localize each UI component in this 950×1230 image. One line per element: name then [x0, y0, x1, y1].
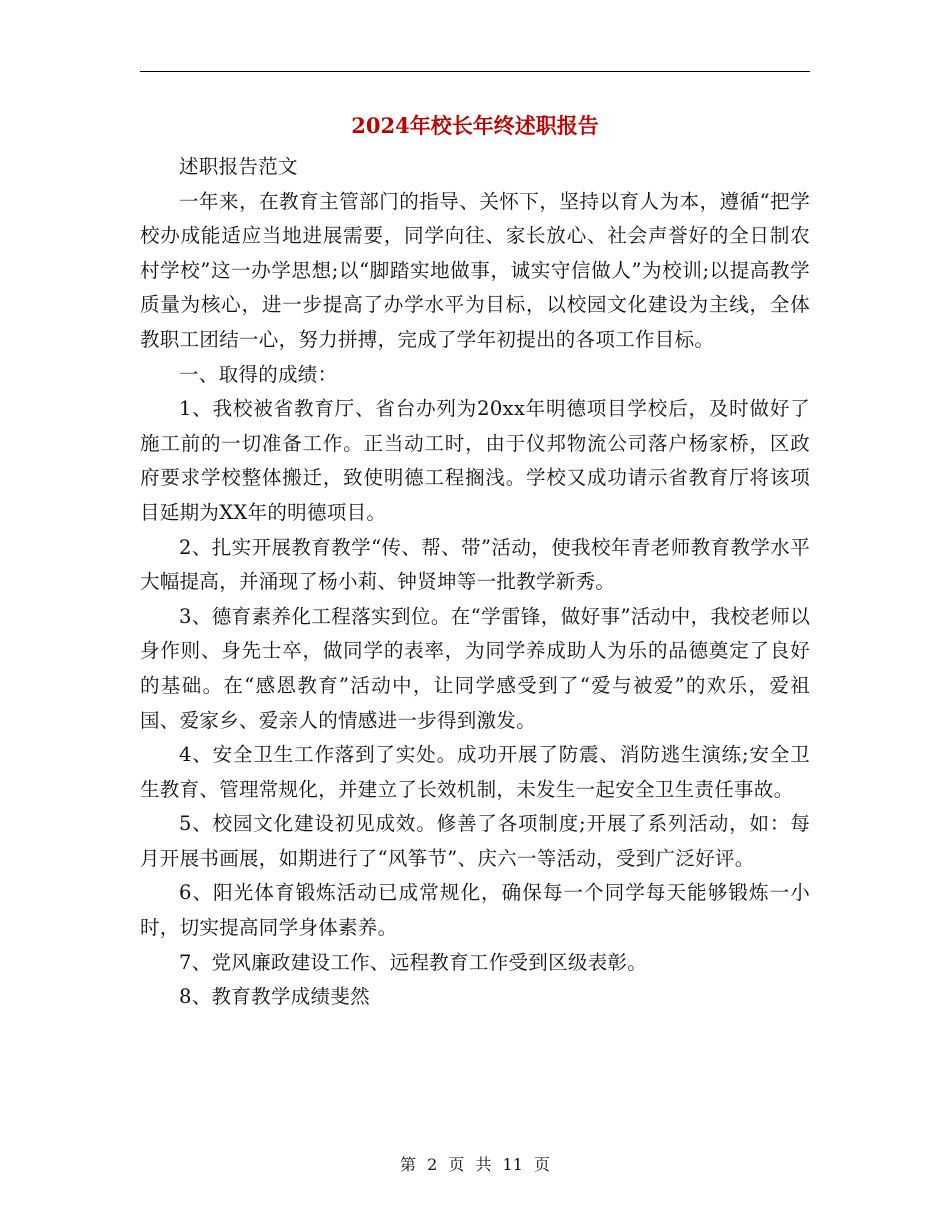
- subtitle-paragraph: 述职报告范文: [179, 155, 298, 178]
- achievement-item-3: 3、德育素养化工程落实到位。在“学雷锋，做好事”活动中，我校老师以身作则、身先士卒，做同学的表率，为同学养成助人为乐的品德奠定了良好的基础。在“感恩教育”活动中，让同学感受到了“爱与被爱”的欢乐，爱祖国、爱家乡、爱亲人的情感进一步得到激发。: [140, 604, 810, 732]
- page-footer: [0, 1153, 950, 1177]
- header-rule: [140, 71, 810, 72]
- achievement-item-5: 5、校园文化建设初见成效。修善了各项制度;开展了系列活动，如：每月开展书画展，如期进行了“风筝节”、庆六一等活动，受到广泛好评。: [140, 812, 810, 870]
- achievement-item-2: 2、扎实开展教育教学“传、帮、带”活动，使我校年青老师教育教学水平大幅提高，并涌现了杨小莉、钟贤坤等一批教学新秀。: [140, 535, 810, 594]
- section-heading: 一、取得的成绩：: [179, 362, 338, 386]
- achievement-item-1: 1、我校被省教育厅、省台办列为20xx年明德项目学校后，及时做好了施工前的一切准备工作。正当动工时，由于仪邦物流公司落户杨家桥，区政府要求学校整体搬迁，致使明德工程搁浅。学校又成功请示省教育厅将该项目延期为XX年的明德项目。: [140, 397, 810, 524]
- achievement-item-8: 8、教育教学成绩斐然: [179, 985, 370, 1009]
- achievement-item-6: 6、阳光体育锻炼活动已成常规化，确保每一个同学每天能够锻炼一小时，切实提高同学身体素养。: [140, 881, 810, 940]
- intro-paragraph: 一年来，在教育主管部门的指导、关怀下，坚持以育人为本，遵循“把学校办成能适应当地进展需要，同学向往、家长放心、社会声誉好的全日制农村学校”这一办学思想;以“脚踏实地做事，诚实守信做人”为校训;以提高教学质量为核心，进一步提高了办学水平为目标，以校园文化建设为主线，全体教职工团结一心，努力拼搏，完成了学年初提出的各项工作目标。: [140, 189, 810, 351]
- document-body: [140, 150, 810, 1015]
- achievement-item-4: 4、安全卫生工作落到了实处。成功开展了防震、消防逃生演练;安全卫生教育、管理常规化，并建立了长效机制，未发生一起安全卫生责任事故。: [140, 743, 810, 801]
- achievement-item-7: 7、党风廉政建设工作、远程教育工作受到区级表彰。: [179, 950, 648, 974]
- page-number: 第 2 页 共 11 页: [400, 1155, 550, 1174]
- document-title: 2024年校长年终述职报告: [351, 113, 599, 138]
